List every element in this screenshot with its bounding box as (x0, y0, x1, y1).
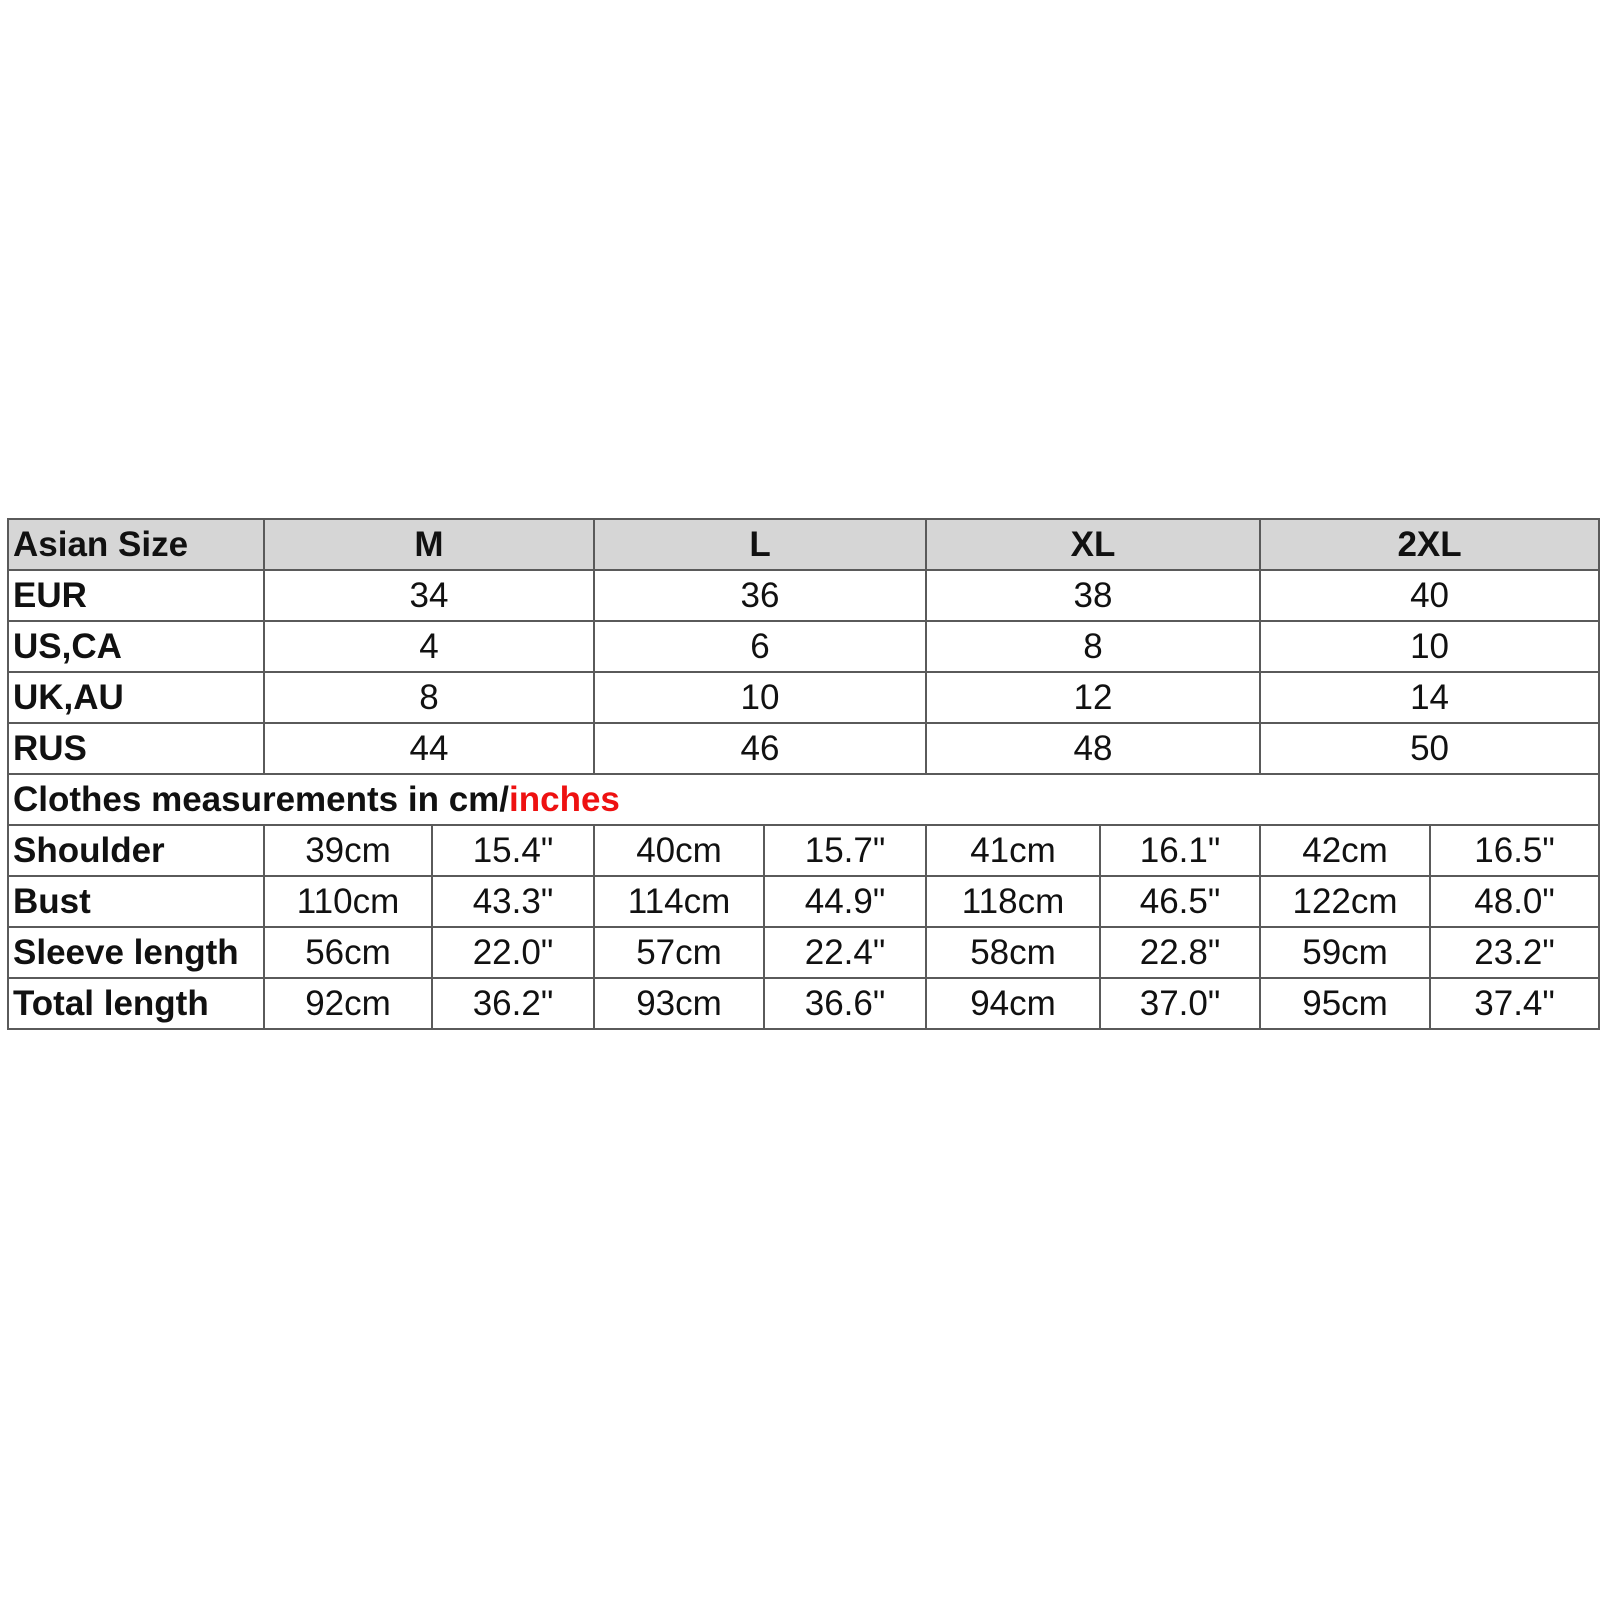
measurements-title-highlight: inches (509, 780, 620, 819)
measurements-title-row (8, 774, 1599, 825)
measurements-title (8, 774, 1599, 825)
measurement-row-sleeve-length (8, 927, 1599, 978)
cm-value: 41cm (926, 825, 1100, 876)
row-label: Sleeve length (8, 927, 264, 978)
inch-value: 36.2" (432, 978, 594, 1029)
inch-value: 16.1" (1100, 825, 1260, 876)
inch-value: 16.5" (1430, 825, 1599, 876)
row-label: Shoulder (8, 825, 264, 876)
conversion-row-eur (8, 570, 1599, 621)
inch-value: 22.0" (432, 927, 594, 978)
measurement-row-shoulder (8, 825, 1599, 876)
size-value: 4 (264, 621, 594, 672)
inch-value: 22.8" (1100, 927, 1260, 978)
cm-value: 93cm (594, 978, 764, 1029)
size-value: 12 (926, 672, 1260, 723)
size-value: 40 (1260, 570, 1599, 621)
inch-value: 37.0" (1100, 978, 1260, 1029)
cm-value: 114cm (594, 876, 764, 927)
inch-value: 44.9" (764, 876, 926, 927)
inch-value: 48.0" (1430, 876, 1599, 927)
measurements-title-prefix: Clothes measurements in cm/ (13, 780, 509, 819)
size-value: 50 (1260, 723, 1599, 774)
row-label: Bust (8, 876, 264, 927)
cm-value: 40cm (594, 825, 764, 876)
conversion-row-us-ca (8, 621, 1599, 672)
row-label: RUS (8, 723, 264, 774)
row-label: US,CA (8, 621, 264, 672)
size-header-xl: XL (926, 519, 1260, 570)
size-value: 14 (1260, 672, 1599, 723)
measurement-row-total-length (8, 978, 1599, 1029)
size-header-m: M (264, 519, 594, 570)
inch-value: 23.2" (1430, 927, 1599, 978)
size-value: 48 (926, 723, 1260, 774)
size-value: 36 (594, 570, 926, 621)
cm-value: 118cm (926, 876, 1100, 927)
conversion-row-uk-au (8, 672, 1599, 723)
size-value: 44 (264, 723, 594, 774)
cm-value: 95cm (1260, 978, 1430, 1029)
size-value: 34 (264, 570, 594, 621)
inch-value: 36.6" (764, 978, 926, 1029)
inch-value: 15.4" (432, 825, 594, 876)
inch-value: 22.4" (764, 927, 926, 978)
inch-value: 15.7" (764, 825, 926, 876)
size-value: 8 (264, 672, 594, 723)
cm-value: 56cm (264, 927, 432, 978)
inch-value: 46.5" (1100, 876, 1260, 927)
cm-value: 122cm (1260, 876, 1430, 927)
row-label: EUR (8, 570, 264, 621)
cm-value: 59cm (1260, 927, 1430, 978)
inch-value: 37.4" (1430, 978, 1599, 1029)
size-header-l: L (594, 519, 926, 570)
size-header-row (8, 519, 1599, 570)
size-chart-table (7, 518, 1600, 1030)
size-header-2xl: 2XL (1260, 519, 1599, 570)
size-value: 10 (1260, 621, 1599, 672)
size-value: 10 (594, 672, 926, 723)
inch-value: 43.3" (432, 876, 594, 927)
size-value: 38 (926, 570, 1260, 621)
cm-value: 57cm (594, 927, 764, 978)
cm-value: 39cm (264, 825, 432, 876)
cm-value: 42cm (1260, 825, 1430, 876)
cm-value: 94cm (926, 978, 1100, 1029)
size-value: 8 (926, 621, 1260, 672)
cm-value: 92cm (264, 978, 432, 1029)
size-value: 6 (594, 621, 926, 672)
conversion-row-rus (8, 723, 1599, 774)
header-label: Asian Size (8, 519, 264, 570)
row-label: Total length (8, 978, 264, 1029)
cm-value: 58cm (926, 927, 1100, 978)
row-label: UK,AU (8, 672, 264, 723)
size-value: 46 (594, 723, 926, 774)
measurement-row-bust (8, 876, 1599, 927)
cm-value: 110cm (264, 876, 432, 927)
